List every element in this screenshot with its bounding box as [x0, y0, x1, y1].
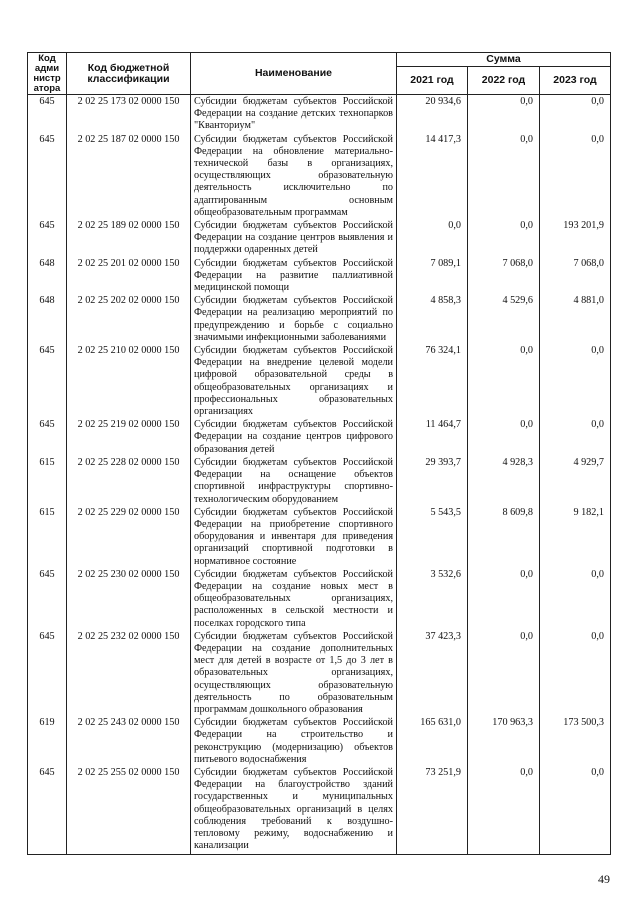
amount-2022-cell: 170 963,3: [468, 716, 540, 766]
admin-code-cell: 645: [28, 219, 67, 257]
admin-code-cell: 645: [28, 630, 67, 716]
budget-code-cell: 2 02 25 228 02 0000 150: [67, 456, 191, 506]
header-year-2021: 2021 год: [397, 67, 468, 95]
table-row: [28, 219, 611, 257]
budget-code-cell: 2 02 25 189 02 0000 150: [67, 219, 191, 257]
table-row: [28, 456, 611, 506]
budget-code-cell: 2 02 25 219 02 0000 150: [67, 418, 191, 456]
table-row: [28, 716, 611, 766]
amount-2021-cell: 0,0: [397, 219, 468, 257]
amount-2021-cell: 5 543,5: [397, 506, 468, 568]
amount-2022-cell: 0,0: [468, 219, 540, 257]
admin-code-cell: 619: [28, 716, 67, 766]
amount-2021-cell: 20 934,6: [397, 95, 468, 133]
table-row: [28, 294, 611, 344]
amount-2022-cell: 0,0: [468, 766, 540, 855]
budget-code-cell: 2 02 25 243 02 0000 150: [67, 716, 191, 766]
admin-code-cell: 645: [28, 133, 67, 219]
admin-code-cell: 645: [28, 344, 67, 418]
amount-2023-cell: 0,0: [540, 766, 611, 855]
amount-2021-cell: 76 324,1: [397, 344, 468, 418]
amount-2021-cell: 37 423,3: [397, 630, 468, 716]
amount-2022-cell: 7 068,0: [468, 257, 540, 295]
name-cell: Субсидии бюджетам субъектов Российской Федерации на создание центров выявления и поддержки одаренных детей: [191, 219, 397, 257]
admin-code-cell: 645: [28, 568, 67, 630]
budget-table: [27, 52, 611, 855]
budget-code-cell: 2 02 25 232 02 0000 150: [67, 630, 191, 716]
name-cell: Субсидии бюджетам субъектов Российской Федерации на создание дополнительных мест для детей в возрасте от 1,5 до 3 лет в образовательных организациях, осуществляющих образовательную деятельность по образовательным программам дошкольного образования: [191, 630, 397, 716]
budget-code-cell: 2 02 25 187 02 0000 150: [67, 133, 191, 219]
budget-code-cell: 2 02 25 255 02 0000 150: [67, 766, 191, 855]
table-row: [28, 133, 611, 219]
name-cell: Субсидии бюджетам субъектов Российской Федерации на благоустройство зданий государственных и муниципальных общеобразовательных организаций в целях соблюдения требований к воздушно-тепловому режиму, водоснабжению и канализации: [191, 766, 397, 855]
table-row: [28, 257, 611, 295]
amount-2023-cell: 0,0: [540, 568, 611, 630]
name-cell: Субсидии бюджетам субъектов Российской Федерации на создание новых мест в общеобразовательных организациях, расположенных в сельской местности и поселках городского типа: [191, 568, 397, 630]
name-cell: Субсидии бюджетам субъектов Российской Федерации на обновление материально-технической базы в организациях, осуществляющих образовательную деятельность исключительно по адаптированным основным общеобразовательным программам: [191, 133, 397, 219]
name-cell: Субсидии бюджетам субъектов Российской Федерации на оснащение объектов спортивной инфраструктуры спортивно-технологическим оборудованием: [191, 456, 397, 506]
table-body: [28, 95, 611, 855]
admin-code-cell: 615: [28, 456, 67, 506]
budget-code-cell: 2 02 25 210 02 0000 150: [67, 344, 191, 418]
budget-code-cell: 2 02 25 173 02 0000 150: [67, 95, 191, 133]
table-header: [28, 53, 611, 95]
name-cell: Субсидии бюджетам субъектов Российской Федерации на приобретение спортивного оборудования и инвентаря для приведения организаций спортивной подготовки в нормативное состояние: [191, 506, 397, 568]
amount-2021-cell: 7 089,1: [397, 257, 468, 295]
amount-2021-cell: 165 631,0: [397, 716, 468, 766]
amount-2022-cell: 0,0: [468, 418, 540, 456]
admin-code-cell: 615: [28, 506, 67, 568]
table-row: [28, 568, 611, 630]
admin-code-cell: 645: [28, 766, 67, 855]
header-year-2022: 2022 год: [468, 67, 540, 95]
table-row: [28, 766, 611, 855]
table-row: [28, 506, 611, 568]
amount-2021-cell: 29 393,7: [397, 456, 468, 506]
admin-code-cell: 645: [28, 95, 67, 133]
amount-2023-cell: 7 068,0: [540, 257, 611, 295]
table-row: [28, 344, 611, 418]
table-row: [28, 95, 611, 133]
budget-code-cell: 2 02 25 230 02 0000 150: [67, 568, 191, 630]
amount-2022-cell: 0,0: [468, 630, 540, 716]
name-cell: Субсидии бюджетам субъектов Российской Федерации на реализацию мероприятий по предупреждению и борьбе с социально значимыми инфекционными заболеваниями: [191, 294, 397, 344]
amount-2022-cell: 4 529,6: [468, 294, 540, 344]
amount-2022-cell: 4 928,3: [468, 456, 540, 506]
amount-2023-cell: 0,0: [540, 630, 611, 716]
amount-2023-cell: 4 929,7: [540, 456, 611, 506]
amount-2022-cell: 0,0: [468, 344, 540, 418]
amount-2021-cell: 73 251,9: [397, 766, 468, 855]
amount-2021-cell: 11 464,7: [397, 418, 468, 456]
budget-code-cell: 2 02 25 201 02 0000 150: [67, 257, 191, 295]
amount-2023-cell: 193 201,9: [540, 219, 611, 257]
header-budget-code: Код бюджетной классификации: [67, 53, 191, 95]
amount-2022-cell: 0,0: [468, 568, 540, 630]
amount-2022-cell: 8 609,8: [468, 506, 540, 568]
admin-code-cell: 645: [28, 418, 67, 456]
name-cell: Субсидии бюджетам субъектов Российской Федерации на развитие паллиативной медицинской помощи: [191, 257, 397, 295]
amount-2023-cell: 0,0: [540, 418, 611, 456]
amount-2022-cell: 0,0: [468, 133, 540, 219]
table-row: [28, 418, 611, 456]
amount-2021-cell: 3 532,6: [397, 568, 468, 630]
amount-2021-cell: 14 417,3: [397, 133, 468, 219]
amount-2023-cell: 4 881,0: [540, 294, 611, 344]
name-cell: Субсидии бюджетам субъектов Российской Федерации на строительство и реконструкцию (модернизацию) объектов питьевого водоснабжения: [191, 716, 397, 766]
header-admin-code: Код адми нистр атора: [28, 53, 67, 95]
amount-2021-cell: 4 858,3: [397, 294, 468, 344]
header-year-2023: 2023 год: [540, 67, 611, 95]
amount-2022-cell: 0,0: [468, 95, 540, 133]
amount-2023-cell: 173 500,3: [540, 716, 611, 766]
budget-code-cell: 2 02 25 202 02 0000 150: [67, 294, 191, 344]
header-name: Наименование: [191, 53, 397, 95]
page-number: 49: [598, 872, 610, 886]
name-cell: Субсидии бюджетам субъектов Российской Федерации на создание детских технопарков "Кванториум": [191, 95, 397, 133]
header-sum: Сумма: [397, 53, 611, 67]
name-cell: Субсидии бюджетам субъектов Российской Федерации на внедрение целевой модели цифровой образовательной среды в общеобразовательных организациях и профессиональных образовательных организациях: [191, 344, 397, 418]
admin-code-cell: 648: [28, 294, 67, 344]
name-cell: Субсидии бюджетам субъектов Российской Федерации на создание центров цифрового образования детей: [191, 418, 397, 456]
amount-2023-cell: 0,0: [540, 95, 611, 133]
table-row: [28, 630, 611, 716]
amount-2023-cell: 0,0: [540, 133, 611, 219]
budget-code-cell: 2 02 25 229 02 0000 150: [67, 506, 191, 568]
amount-2023-cell: 9 182,1: [540, 506, 611, 568]
admin-code-cell: 648: [28, 257, 67, 295]
amount-2023-cell: 0,0: [540, 344, 611, 418]
